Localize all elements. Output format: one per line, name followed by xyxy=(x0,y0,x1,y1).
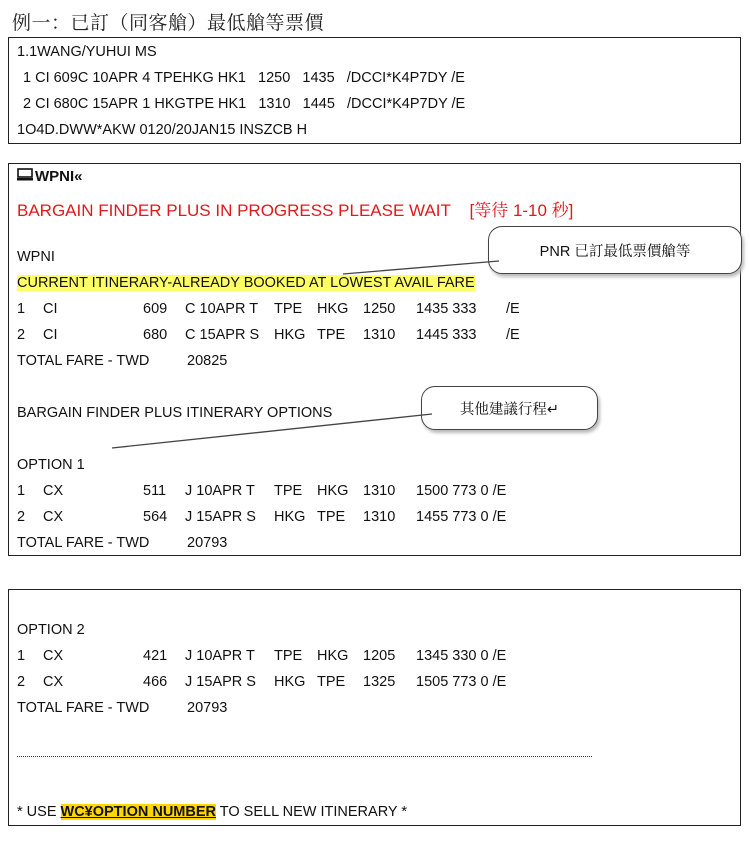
pnr-ticketing-line: 1O4D.DWW*AKW 0120/20JAN15 INSZCB H xyxy=(17,122,308,138)
segment-flight: 609 xyxy=(143,301,168,317)
segment-from: TPE xyxy=(274,301,303,317)
segment-airline: CX xyxy=(43,483,64,499)
segment-flight: 680 xyxy=(143,327,168,343)
segment-dep: 1310 xyxy=(363,509,396,525)
segment-suffix: /E xyxy=(506,301,520,317)
segment-arr: 1445 333 xyxy=(416,327,477,343)
pnr-segment: 1 CI 609C 10APR 4 TPEHKG HK1 1250 1435 /DCCI*K4P7DY /E xyxy=(23,70,465,86)
segment-flight: 466 xyxy=(143,674,168,690)
segment-to: TPE xyxy=(317,674,346,690)
segment-from: TPE xyxy=(274,648,303,664)
pnr-name-line: 1.1WANG/YUHUI MS xyxy=(17,44,157,60)
option1-total-label: TOTAL FARE - TWD xyxy=(17,535,150,551)
pnr-display xyxy=(8,37,741,144)
segment-airline: CI xyxy=(43,301,58,317)
segment-to: HKG xyxy=(317,301,349,317)
segment-dep: 1310 xyxy=(363,483,396,499)
segment-airline: CX xyxy=(43,648,64,664)
option2-total-value: 20793 xyxy=(187,700,228,716)
segment-no: 2 xyxy=(17,327,26,343)
segment-airline: CX xyxy=(43,674,64,690)
segment-flight: 421 xyxy=(143,648,168,664)
segment-from: HKG xyxy=(274,674,306,690)
segment-class-date: C 15APR S xyxy=(185,327,260,343)
segment-suffix: /E xyxy=(506,327,520,343)
segment-no: 1 xyxy=(17,648,26,664)
segment-class-date: C 10APR T xyxy=(185,301,259,317)
pnr-segment: 2 CI 680C 15APR 1 HKGTPE HK1 1310 1445 /DCCI*K4P7DY /E xyxy=(23,96,466,112)
options-header: BARGAIN FINDER PLUS ITINERARY OPTIONS xyxy=(17,405,333,421)
segment-to: HKG xyxy=(317,483,349,499)
segment-flight: 511 xyxy=(143,483,167,499)
segment-arr: 1505 773 0 /E xyxy=(416,674,507,690)
segment-arr: 1345 330 0 /E xyxy=(416,648,507,664)
segment-class-date: J 10APR T xyxy=(185,483,255,499)
progress-message: BARGAIN FINDER PLUS IN PROGRESS PLEASE WAIT [等待 1-10 秒] xyxy=(17,201,574,220)
segment-no: 2 xyxy=(17,674,26,690)
segment-flight: 564 xyxy=(143,509,168,525)
callout-connectors xyxy=(9,164,742,557)
segment-to: HKG xyxy=(317,648,349,664)
segment-airline: CX xyxy=(43,509,64,525)
option2-total-label: TOTAL FARE - TWD xyxy=(17,700,150,716)
option2-label: OPTION 2 xyxy=(17,622,85,638)
segment-no: 2 xyxy=(17,509,26,525)
wpni-response-panel xyxy=(8,163,741,556)
sell-command-highlight: WC¥OPTION NUMBER xyxy=(60,804,216,820)
segment-to: TPE xyxy=(317,509,346,525)
sell-instruction-suffix: TO SELL NEW ITINERARY * xyxy=(216,804,407,820)
segment-dep: 1325 xyxy=(363,674,396,690)
segment-from: HKG xyxy=(274,509,306,525)
dotted-separator xyxy=(17,756,592,757)
sell-instruction-prefix: * USE xyxy=(17,804,61,820)
segment-arr: 1435 333 xyxy=(416,301,477,317)
segment-class-date: J 15APR S xyxy=(185,674,256,690)
segment-class-date: J 15APR S xyxy=(185,509,256,525)
segment-class-date: J 10APR T xyxy=(185,648,255,664)
segment-dep: 1310 xyxy=(363,327,396,343)
callout-pnr-lowest: PNR 已訂最低票價艙等 xyxy=(488,226,742,274)
command-text: WPNI« xyxy=(35,168,83,185)
segment-no: 1 xyxy=(17,301,26,317)
current-total-label: TOTAL FARE - TWD xyxy=(17,353,150,369)
segment-from: TPE xyxy=(274,483,303,499)
segment-dep: 1205 xyxy=(363,648,396,664)
option1-label: OPTION 1 xyxy=(17,457,85,473)
wpni-response-continued xyxy=(8,589,741,826)
callout-other-options: 其他建議行程↵ xyxy=(421,386,598,430)
segment-airline: CI xyxy=(43,327,58,343)
current-total-value: 20825 xyxy=(187,353,228,369)
option1-total-value: 20793 xyxy=(187,535,228,551)
segment-from: HKG xyxy=(274,327,306,343)
status-highlight: CURRENT ITINERARY-ALREADY BOOKED AT LOWEST AVAIL FARE xyxy=(17,275,475,291)
segment-arr: 1455 773 0 /E xyxy=(416,509,507,525)
wpni-echo: WPNI xyxy=(17,249,55,265)
sell-instruction xyxy=(17,804,407,820)
page-title: 例一：已訂（同客艙）最低艙等票價 xyxy=(12,13,325,34)
segment-to: TPE xyxy=(317,327,346,343)
segment-dep: 1250 xyxy=(363,301,396,317)
segment-no: 1 xyxy=(17,483,26,499)
segment-arr: 1500 773 0 /E xyxy=(416,483,507,499)
